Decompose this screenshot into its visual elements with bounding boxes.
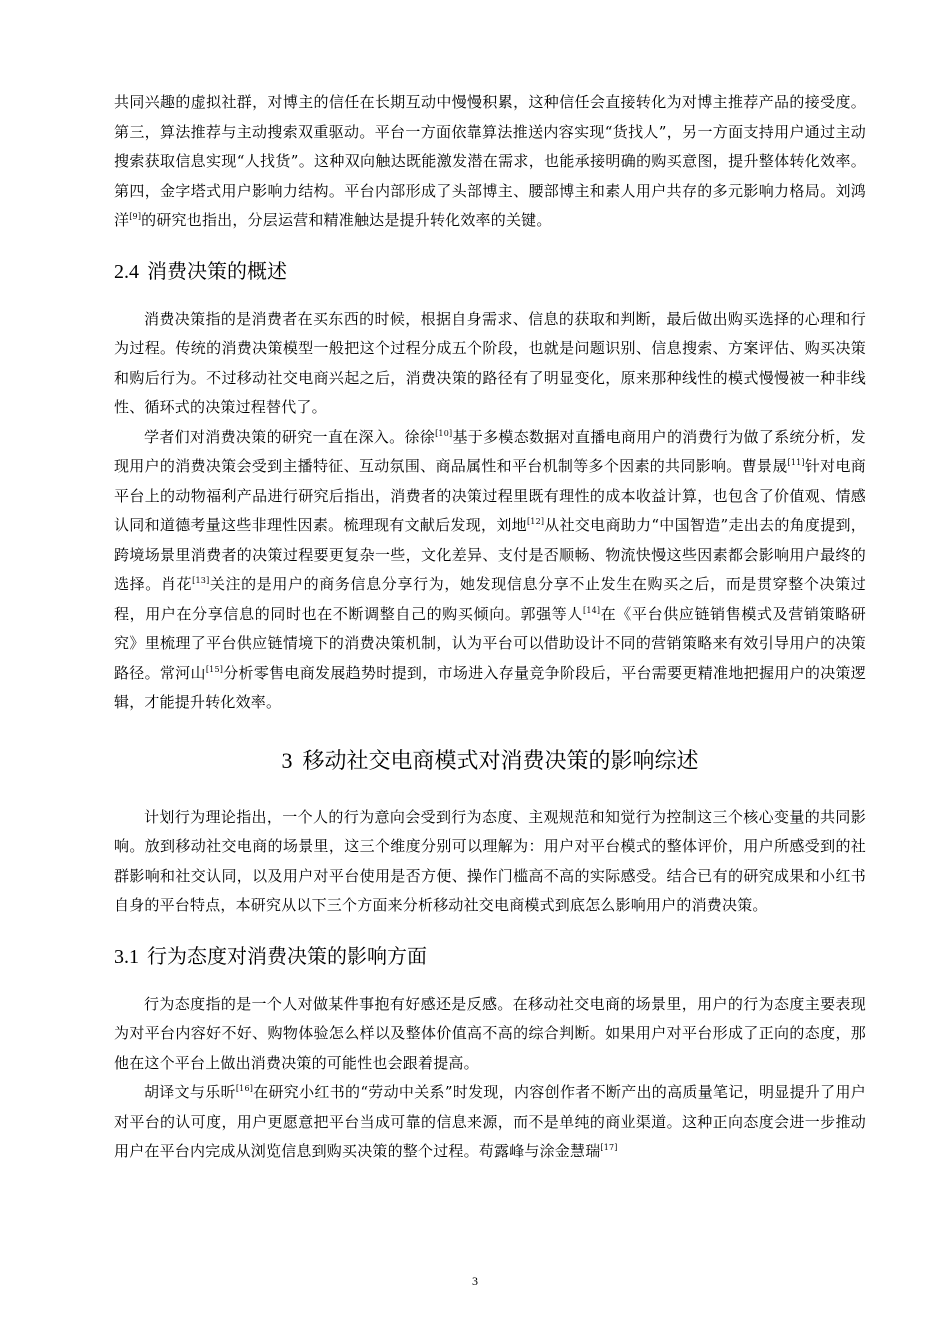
citation-ref: [11] (787, 458, 805, 467)
paragraph: 计划行为理论指出，一个人的行为意向会受到行为态度、主观规范和知觉行为控制这三个核心变量的共同影响。放到移动社交电商的场景里，这三个维度分别可以理解为：用户对平台模式的整体评价，用户所感受到的社群影响和社交认同，以及用户对平台使用是否方便、操作门槛高不高的实际感受。结合已有的研究成果和小红书自身的平台特点，本研究从以下三个方面来分析移动社交电商模式到底怎么影响用户的消费决策。 (114, 807, 866, 914)
section-title: 行为态度对消费决策的影响方面 (147, 943, 427, 968)
citation-ref: [16] (235, 1084, 254, 1093)
citation-ref: [17] (600, 1143, 618, 1152)
section-heading-3-1 (114, 941, 866, 972)
section-number: 2.4 (114, 260, 139, 283)
chapter-title: 移动社交电商模式对消费决策的影响综述 (302, 748, 699, 774)
section-title: 消费决策的概述 (147, 258, 287, 283)
continuation-paragraph: 共同兴趣的虚拟社群，对博主的信任在长期互动中慢慢积累，这种信任会直接转化为对博主推荐产品的接受度。第三，算法推荐与主动搜索双重驱动。平台一方面依靠算法推送内容实现“货找人”，另一方面支持用户通过主动搜索获取信息实现“人找货”。这种双向触达既能激发潜在需求，也能承接明确的购买意图，提升整体转化效率。第四，金字塔式用户影响力结构。平台内部形成了头部博主、腰部博主和素人用户共存的多元影响力格局。刘鸿洋[9]的研究也指出，分层运营和精准触达是提升转化效率的关键。 (114, 93, 866, 229)
chapter-number: 3 (281, 747, 293, 773)
citation-ref: [9] (129, 212, 142, 221)
section-heading-2-4 (114, 256, 866, 287)
section-number: 3.1 (114, 945, 139, 968)
paragraph: 消费决策指的是消费者在买东西的时候，根据自身需求、信息的获取和判断，最后做出购买选择的心理和行为过程。传统的消费决策模型一般把这个过程分成五个阶段，也就是问题识别、信息搜索、方案评估、购买决策和购后行为。不过移动社交电商兴起之后，消费决策的路径有了明显变化，原来那种线性的模式慢慢被一种非线性、循环式的决策过程替代了。 (114, 309, 866, 416)
paragraph: 行为态度指的是一个人对做某件事抱有好感还是反感。在移动社交电商的场景里，用户的行为态度主要表现为对平台内容好不好、购物体验怎么样以及整体价值高不高的综合判断。如果用户对平台形成了正向的态度，那他在这个平台上做出消费决策的可能性也会跟着提高。 (114, 994, 866, 1072)
citation-ref: [10] (435, 428, 453, 438)
chapter-heading-3 (114, 744, 866, 779)
citation-ref: [14] (583, 605, 601, 615)
citation-ref: [13] (192, 576, 210, 585)
document-body (114, 88, 866, 1167)
citation-ref: [12] (526, 517, 545, 526)
citation-ref: [15] (205, 664, 224, 674)
page-number: 3 (472, 1274, 478, 1288)
paragraph: 学者们对消费决策的研究一直在深入。徐徐[10]基于多模态数据对直播电商用户的消费行为做了系统分析，发现用户的消费决策会受到主播特征、互动氛围、商品属性和平台机制等多个因素的共同影响。曹景晟[11]针对电商平台上的动物福利产品进行研究后指出，消费者的决策过程里既有理性的成本收益计算，也包含了价值观、情感认同和道德考量这些非理性因素。梳理现有文献后发现，刘地[12]从社交电商助力“中国智造”走出去的角度提到，跨境场景里消费者的决策过程要更复杂一些，文化差异、支付是否顺畅、物流快慢这些因素都会影响用户最终的选择。肖花[13]关注的是用户的商务信息分享行为，她发现信息分享不止发生在购买之后，而是贯穿整个决策过程，用户在分享信息的同时也在不断调整自己的购买倾向。郭强等人[14]在《平台供应链销售模式及营销策略研究》里梳理了平台供应链情境下的消费决策机制，认为平台可以借助设计不同的营销策略来有效引导用户的决策路径。常河山[15]分析零售电商发展趋势时提到，市场进入存量竞争阶段后，平台需要更精准地把握用户的决策逻辑，才能提升转化效率。 (114, 427, 867, 711)
paragraph: 胡译文与乐昕[16]在研究小红书的“劳动中关系”时发现，内容创作者不断产出的高质量笔记，明显提升了用户对平台的认可度，用户更愿意把平台当成可靠的信息来源，而不是单纯的商业渠道。这种正向态度会进一步推动用户在平台内完成从浏览信息到购买决策的整个过程。苟露峰与涂金慧瑞[17] (114, 1083, 866, 1160)
